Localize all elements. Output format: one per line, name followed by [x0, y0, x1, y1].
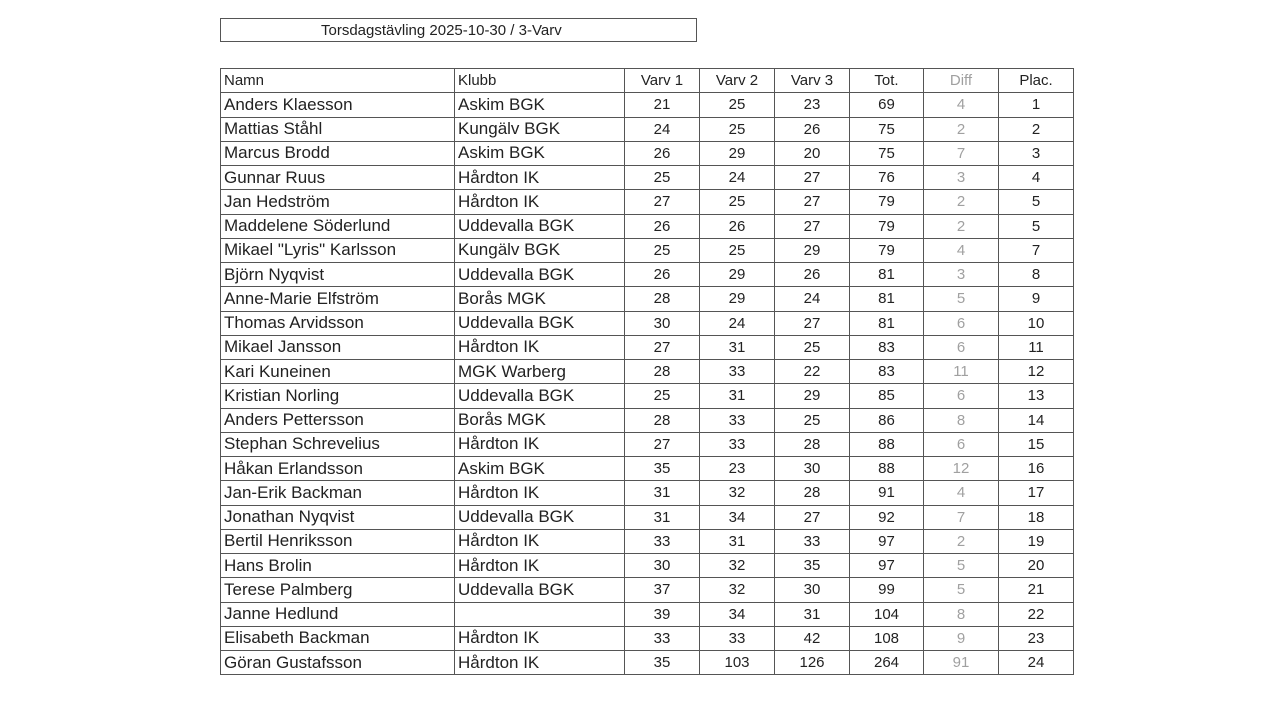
- table-row: [221, 93, 1074, 117]
- round-1-score: 30: [625, 311, 700, 335]
- round-1-score: 28: [625, 360, 700, 384]
- header-diff: Diff: [924, 69, 999, 93]
- placement: 1: [999, 93, 1074, 117]
- round-1-score: 26: [625, 263, 700, 287]
- round-1-score: 26: [625, 214, 700, 238]
- placement: 19: [999, 529, 1074, 553]
- table-row: [221, 287, 1074, 311]
- club-name: Uddevalla BGK: [455, 311, 625, 335]
- club-name: Uddevalla BGK: [455, 578, 625, 602]
- diff-value: 7: [924, 505, 999, 529]
- round-2-score: 31: [700, 384, 775, 408]
- placement: 22: [999, 602, 1074, 626]
- table-row: [221, 578, 1074, 602]
- placement: 11: [999, 335, 1074, 359]
- placement: 5: [999, 190, 1074, 214]
- player-name: Göran Gustafsson: [221, 651, 455, 675]
- round-2-score: 33: [700, 408, 775, 432]
- diff-value: 6: [924, 432, 999, 456]
- header-club: Klubb: [455, 69, 625, 93]
- round-2-score: 31: [700, 529, 775, 553]
- club-name: Askim BGK: [455, 457, 625, 481]
- total-score: 104: [850, 602, 924, 626]
- round-1-score: 28: [625, 408, 700, 432]
- total-score: 92: [850, 505, 924, 529]
- player-name: Jonathan Nyqvist: [221, 505, 455, 529]
- round-3-score: 126: [775, 651, 850, 675]
- round-3-score: 27: [775, 311, 850, 335]
- header-round-3: Varv 3: [775, 69, 850, 93]
- results-table: [220, 68, 1074, 675]
- placement: 16: [999, 457, 1074, 481]
- round-1-score: 37: [625, 578, 700, 602]
- club-name: Hårdton IK: [455, 166, 625, 190]
- round-2-score: 32: [700, 554, 775, 578]
- round-3-score: 29: [775, 238, 850, 262]
- table-row: [221, 238, 1074, 262]
- round-3-score: 30: [775, 578, 850, 602]
- table-row: [221, 141, 1074, 165]
- round-2-score: 25: [700, 117, 775, 141]
- placement: 23: [999, 626, 1074, 650]
- placement: 7: [999, 238, 1074, 262]
- diff-value: 7: [924, 141, 999, 165]
- placement: 15: [999, 432, 1074, 456]
- diff-value: 4: [924, 93, 999, 117]
- round-2-score: 32: [700, 578, 775, 602]
- round-2-score: 33: [700, 432, 775, 456]
- player-name: Anders Klaesson: [221, 93, 455, 117]
- round-3-score: 29: [775, 384, 850, 408]
- table-row: [221, 311, 1074, 335]
- round-2-score: 26: [700, 214, 775, 238]
- header-round-1: Varv 1: [625, 69, 700, 93]
- table-row: [221, 529, 1074, 553]
- round-3-score: 22: [775, 360, 850, 384]
- table-row: [221, 335, 1074, 359]
- player-name: Björn Nyqvist: [221, 263, 455, 287]
- header-total: Tot.: [850, 69, 924, 93]
- round-2-score: 29: [700, 141, 775, 165]
- diff-value: 5: [924, 287, 999, 311]
- total-score: 79: [850, 190, 924, 214]
- round-2-score: 25: [700, 238, 775, 262]
- club-name: Hårdton IK: [455, 626, 625, 650]
- club-name: Hårdton IK: [455, 481, 625, 505]
- total-score: 97: [850, 554, 924, 578]
- placement: 5: [999, 214, 1074, 238]
- round-1-score: 35: [625, 651, 700, 675]
- club-name: Kungälv BGK: [455, 238, 625, 262]
- total-score: 85: [850, 384, 924, 408]
- placement: 13: [999, 384, 1074, 408]
- round-3-score: 25: [775, 335, 850, 359]
- diff-value: 91: [924, 651, 999, 675]
- round-1-score: 33: [625, 626, 700, 650]
- total-score: 76: [850, 166, 924, 190]
- table-row: [221, 626, 1074, 650]
- diff-value: 6: [924, 335, 999, 359]
- table-row: [221, 481, 1074, 505]
- round-1-score: 27: [625, 190, 700, 214]
- diff-value: 6: [924, 311, 999, 335]
- round-3-score: 24: [775, 287, 850, 311]
- round-1-score: 26: [625, 141, 700, 165]
- round-1-score: 28: [625, 287, 700, 311]
- player-name: Hans Brolin: [221, 554, 455, 578]
- total-score: 83: [850, 335, 924, 359]
- round-3-score: 20: [775, 141, 850, 165]
- placement: 3: [999, 141, 1074, 165]
- total-score: 79: [850, 238, 924, 262]
- diff-value: 3: [924, 263, 999, 287]
- club-name: Uddevalla BGK: [455, 384, 625, 408]
- player-name: Kari Kuneinen: [221, 360, 455, 384]
- round-3-score: 35: [775, 554, 850, 578]
- round-2-score: 103: [700, 651, 775, 675]
- club-name: Hårdton IK: [455, 335, 625, 359]
- placement: 24: [999, 651, 1074, 675]
- round-2-score: 34: [700, 602, 775, 626]
- round-2-score: 29: [700, 263, 775, 287]
- placement: 9: [999, 287, 1074, 311]
- diff-value: 12: [924, 457, 999, 481]
- placement: 17: [999, 481, 1074, 505]
- round-2-score: 29: [700, 287, 775, 311]
- round-3-score: 23: [775, 93, 850, 117]
- round-1-score: 31: [625, 505, 700, 529]
- table-row: [221, 117, 1074, 141]
- diff-value: 4: [924, 481, 999, 505]
- player-name: Håkan Erlandsson: [221, 457, 455, 481]
- round-3-score: 33: [775, 529, 850, 553]
- club-name: MGK Warberg: [455, 360, 625, 384]
- table-row: [221, 602, 1074, 626]
- diff-value: 11: [924, 360, 999, 384]
- total-score: 81: [850, 311, 924, 335]
- round-3-score: 30: [775, 457, 850, 481]
- club-name: Borås MGK: [455, 287, 625, 311]
- round-3-score: 42: [775, 626, 850, 650]
- round-2-score: 31: [700, 335, 775, 359]
- club-name: Uddevalla BGK: [455, 263, 625, 287]
- round-3-score: 25: [775, 408, 850, 432]
- round-2-score: 24: [700, 166, 775, 190]
- round-1-score: 27: [625, 335, 700, 359]
- diff-value: 2: [924, 190, 999, 214]
- diff-value: 2: [924, 214, 999, 238]
- round-1-score: 25: [625, 238, 700, 262]
- round-3-score: 31: [775, 602, 850, 626]
- diff-value: 9: [924, 626, 999, 650]
- player-name: Janne Hedlund: [221, 602, 455, 626]
- player-name: Jan-Erik Backman: [221, 481, 455, 505]
- table-row: [221, 166, 1074, 190]
- player-name: Kristian Norling: [221, 384, 455, 408]
- total-score: 79: [850, 214, 924, 238]
- round-1-score: 25: [625, 166, 700, 190]
- round-2-score: 32: [700, 481, 775, 505]
- total-score: 81: [850, 287, 924, 311]
- total-score: 81: [850, 263, 924, 287]
- table-row: [221, 651, 1074, 675]
- round-1-score: 30: [625, 554, 700, 578]
- player-name: Mikael Jansson: [221, 335, 455, 359]
- table-row: [221, 432, 1074, 456]
- table-row: [221, 408, 1074, 432]
- diff-value: 3: [924, 166, 999, 190]
- round-2-score: 33: [700, 360, 775, 384]
- round-3-score: 28: [775, 481, 850, 505]
- player-name: Terese Palmberg: [221, 578, 455, 602]
- player-name: Mattias Ståhl: [221, 117, 455, 141]
- placement: 10: [999, 311, 1074, 335]
- total-score: 83: [850, 360, 924, 384]
- player-name: Gunnar Ruus: [221, 166, 455, 190]
- round-3-score: 27: [775, 214, 850, 238]
- club-name: Askim BGK: [455, 93, 625, 117]
- table-row: [221, 457, 1074, 481]
- total-score: 97: [850, 529, 924, 553]
- club-name: Uddevalla BGK: [455, 505, 625, 529]
- total-score: 108: [850, 626, 924, 650]
- header-round-2: Varv 2: [700, 69, 775, 93]
- placement: 8: [999, 263, 1074, 287]
- club-name: [455, 602, 625, 626]
- total-score: 264: [850, 651, 924, 675]
- total-score: 69: [850, 93, 924, 117]
- round-1-score: 25: [625, 384, 700, 408]
- round-2-score: 25: [700, 190, 775, 214]
- placement: 20: [999, 554, 1074, 578]
- player-name: Mikael "Lyris" Karlsson: [221, 238, 455, 262]
- diff-value: 5: [924, 554, 999, 578]
- table-row: [221, 214, 1074, 238]
- header-place: Plac.: [999, 69, 1074, 93]
- round-2-score: 23: [700, 457, 775, 481]
- total-score: 75: [850, 141, 924, 165]
- total-score: 86: [850, 408, 924, 432]
- round-1-score: 24: [625, 117, 700, 141]
- total-score: 91: [850, 481, 924, 505]
- round-1-score: 21: [625, 93, 700, 117]
- round-3-score: 27: [775, 190, 850, 214]
- placement: 18: [999, 505, 1074, 529]
- diff-value: 8: [924, 408, 999, 432]
- club-name: Borås MGK: [455, 408, 625, 432]
- round-1-score: 33: [625, 529, 700, 553]
- total-score: 88: [850, 432, 924, 456]
- club-name: Kungälv BGK: [455, 117, 625, 141]
- diff-value: 2: [924, 529, 999, 553]
- club-name: Hårdton IK: [455, 529, 625, 553]
- club-name: Hårdton IK: [455, 651, 625, 675]
- player-name: Marcus Brodd: [221, 141, 455, 165]
- diff-value: 5: [924, 578, 999, 602]
- club-name: Uddevalla BGK: [455, 214, 625, 238]
- round-1-score: 39: [625, 602, 700, 626]
- player-name: Anders Pettersson: [221, 408, 455, 432]
- round-2-score: 33: [700, 626, 775, 650]
- round-3-score: 27: [775, 505, 850, 529]
- table-row: [221, 190, 1074, 214]
- round-2-score: 34: [700, 505, 775, 529]
- club-name: Hårdton IK: [455, 432, 625, 456]
- diff-value: 6: [924, 384, 999, 408]
- player-name: Maddelene Söderlund: [221, 214, 455, 238]
- club-name: Hårdton IK: [455, 190, 625, 214]
- round-1-score: 27: [625, 432, 700, 456]
- placement: 4: [999, 166, 1074, 190]
- diff-value: 2: [924, 117, 999, 141]
- placement: 2: [999, 117, 1074, 141]
- table-row: [221, 360, 1074, 384]
- placement: 12: [999, 360, 1074, 384]
- round-2-score: 24: [700, 311, 775, 335]
- player-name: Anne-Marie Elfström: [221, 287, 455, 311]
- document-title: Torsdagstävling 2025-10-30 / 3-Varv: [321, 22, 562, 39]
- diff-value: 4: [924, 238, 999, 262]
- diff-value: 8: [924, 602, 999, 626]
- player-name: Stephan Schrevelius: [221, 432, 455, 456]
- table-row: [221, 263, 1074, 287]
- player-name: Thomas Arvidsson: [221, 311, 455, 335]
- round-1-score: 31: [625, 481, 700, 505]
- round-3-score: 27: [775, 166, 850, 190]
- round-3-score: 26: [775, 263, 850, 287]
- header-name: Namn: [221, 69, 455, 93]
- total-score: 99: [850, 578, 924, 602]
- round-3-score: 28: [775, 432, 850, 456]
- player-name: Jan Hedström: [221, 190, 455, 214]
- round-2-score: 25: [700, 93, 775, 117]
- club-name: Hårdton IK: [455, 554, 625, 578]
- club-name: Askim BGK: [455, 141, 625, 165]
- table-row: [221, 505, 1074, 529]
- table-row: [221, 554, 1074, 578]
- placement: 14: [999, 408, 1074, 432]
- document-title-box: [220, 18, 697, 42]
- round-1-score: 35: [625, 457, 700, 481]
- total-score: 88: [850, 457, 924, 481]
- header-row: [221, 69, 1074, 93]
- placement: 21: [999, 578, 1074, 602]
- total-score: 75: [850, 117, 924, 141]
- player-name: Bertil Henriksson: [221, 529, 455, 553]
- player-name: Elisabeth Backman: [221, 626, 455, 650]
- table-row: [221, 384, 1074, 408]
- round-3-score: 26: [775, 117, 850, 141]
